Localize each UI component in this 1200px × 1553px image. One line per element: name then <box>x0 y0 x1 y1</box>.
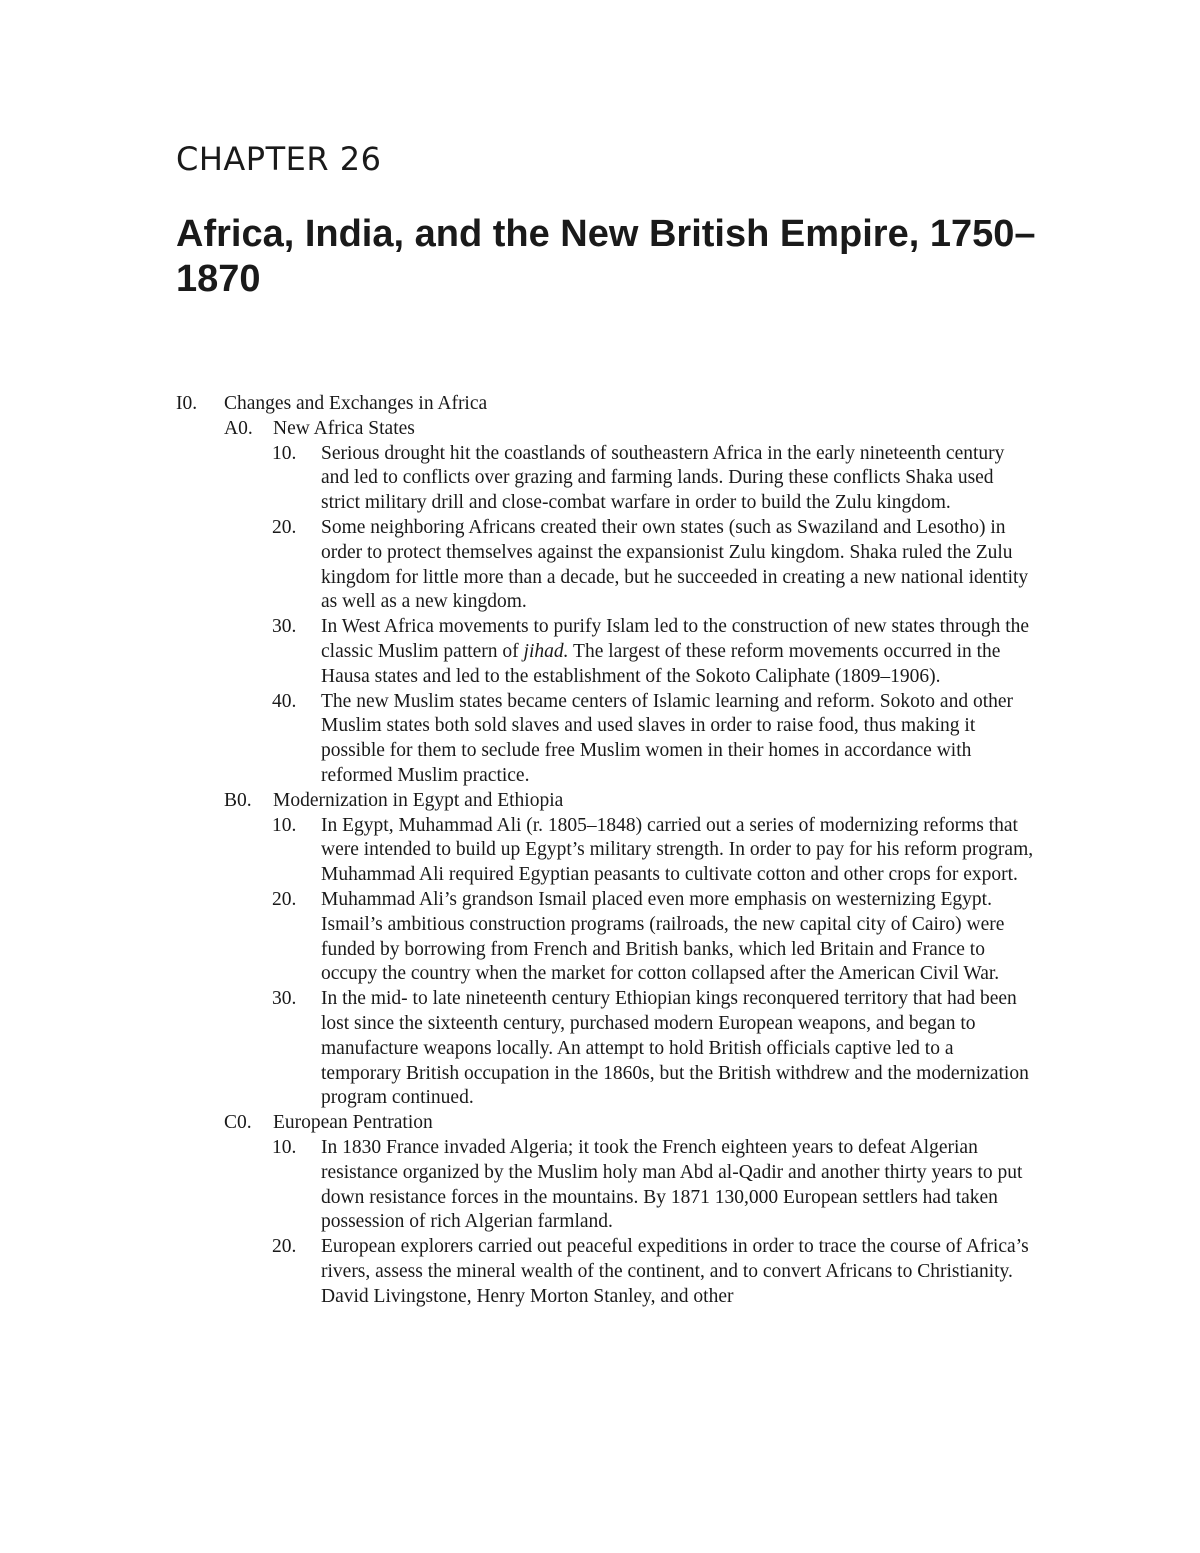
outline-item-text: Muhammad Ali’s grandson Ismail placed even more emphasis on westernizing Egypt. Ismail’s ambitious construction programs (railroads, the new capital city of Cairo) were funded by borrowing from French and British banks, which led Britain and France to occupy the country when the market for cotton collapsed after the American Civil War. <box>321 888 1005 985</box>
outline-item-text: In the mid- to late nineteenth century Ethiopian kings reconquered territory that had been lost since the sixteenth century, purchased modern European weapons, and began to manufacture weapons locally. An attempt to hold British officials captive led to a temporary British occupation in the 1860s, but the British withdrew and the modernization program continued. <box>321 988 1029 1109</box>
outline-item <box>176 442 1056 516</box>
outline-marker: 10. <box>272 1136 297 1158</box>
outline-marker: 20. <box>272 888 297 910</box>
outline-marker: 20. <box>272 516 297 538</box>
outline-section-i <box>176 392 1056 417</box>
outline-marker: 30. <box>272 988 297 1010</box>
outline-item <box>176 814 1056 888</box>
outline-item <box>176 987 1056 1111</box>
outline <box>176 392 1056 1309</box>
outline-marker: I0. <box>176 393 198 414</box>
outline-marker: 40. <box>272 690 297 712</box>
outline-item-text: The new Muslim states became centers of Islamic learning and reform. Sokoto and other Muslim states both sold slaves and used slaves in order to raise food, thus making it possible for them to seclude free Muslim women in their homes in accordance with reformed Muslim practice. <box>321 690 1014 786</box>
outline-item <box>176 516 1056 615</box>
outline-item-text: European explorers carried out peaceful expeditions in order to trace the course of Africa’s rivers, assess the mineral wealth of the continent, and to convert Africans to Christianity. David Livingstone, Henry Morton Stanley, and other <box>321 1236 1029 1307</box>
outline-heading: Modernization in Egypt and Ethiopia <box>273 789 564 811</box>
chapter-label: CHAPTER 26 <box>176 140 382 178</box>
outline-item <box>176 615 1056 689</box>
outline-item-text <box>321 615 1056 689</box>
outline-item <box>176 1136 1056 1235</box>
outline-heading: Changes and Exchanges in Africa <box>224 393 488 414</box>
outline-subsection-c <box>176 1111 1056 1136</box>
outline-item-text: In Egypt, Muhammad Ali (r. 1805–1848) carried out a series of modernizing reforms that were intended to build up Egypt’s military strength. In order to pay for his reform program, Muhammad Ali required Egyptian peasants to cultivate cotton and other crops for export. <box>321 814 1034 886</box>
outline-item <box>176 1235 1056 1309</box>
outline-subsection-b <box>176 789 1056 814</box>
outline-heading: European Pentration <box>273 1112 433 1134</box>
outline-marker: B0. <box>224 789 252 811</box>
outline-heading: New Africa States <box>273 417 415 439</box>
outline-marker: 10. <box>272 814 297 836</box>
outline-marker: 20. <box>272 1236 297 1258</box>
outline-item <box>176 888 1056 987</box>
outline-item-text-part: The largest of these reform movements occurred in the Hausa states and led to the establishment of the Sokoto Caliphate (1809–1906). <box>321 640 1001 687</box>
outline-item-text: In 1830 France invaded Algeria; it took the French eighteen years to defeat Algerian resistance organized by the Muslim holy man Abd al-Qadir and another thirty years to put down resistance forces in the mountains. By 1871 130,000 European settlers had taken possession of rich Algerian farmland. <box>321 1136 1023 1233</box>
chapter-title: Africa, India, and the New British Empire, 1750–1870 <box>176 213 1036 300</box>
outline-marker: 30. <box>272 616 297 638</box>
outline-item <box>176 690 1056 789</box>
outline-item-text: Some neighboring Africans created their own states (such as Swaziland and Lesotho) in order to protect themselves against the expansionist Zulu kingdom. Shaka ruled the Zulu kingdom for little more than a decade, but he succeeded in creating a new national identity as well as a new kingdom. <box>321 516 1029 613</box>
emphasized-term: jihad. <box>523 640 569 662</box>
outline-marker: A0. <box>224 417 253 439</box>
outline-subsection-a <box>176 417 1056 442</box>
outline-marker: 10. <box>272 442 297 464</box>
outline-item-text: Serious drought hit the coastlands of southeastern Africa in the early nineteenth century and led to conflicts over grazing and farming lands. During these conflicts Shaka used strict military drill and close-combat warfare in order to build the Zulu kingdom. <box>321 442 1005 514</box>
outline-marker: C0. <box>224 1112 252 1134</box>
outline-item-text-part: In West Africa movements to purify Islam led to the construction of new states through the classic Muslim pattern of <box>321 616 1030 662</box>
